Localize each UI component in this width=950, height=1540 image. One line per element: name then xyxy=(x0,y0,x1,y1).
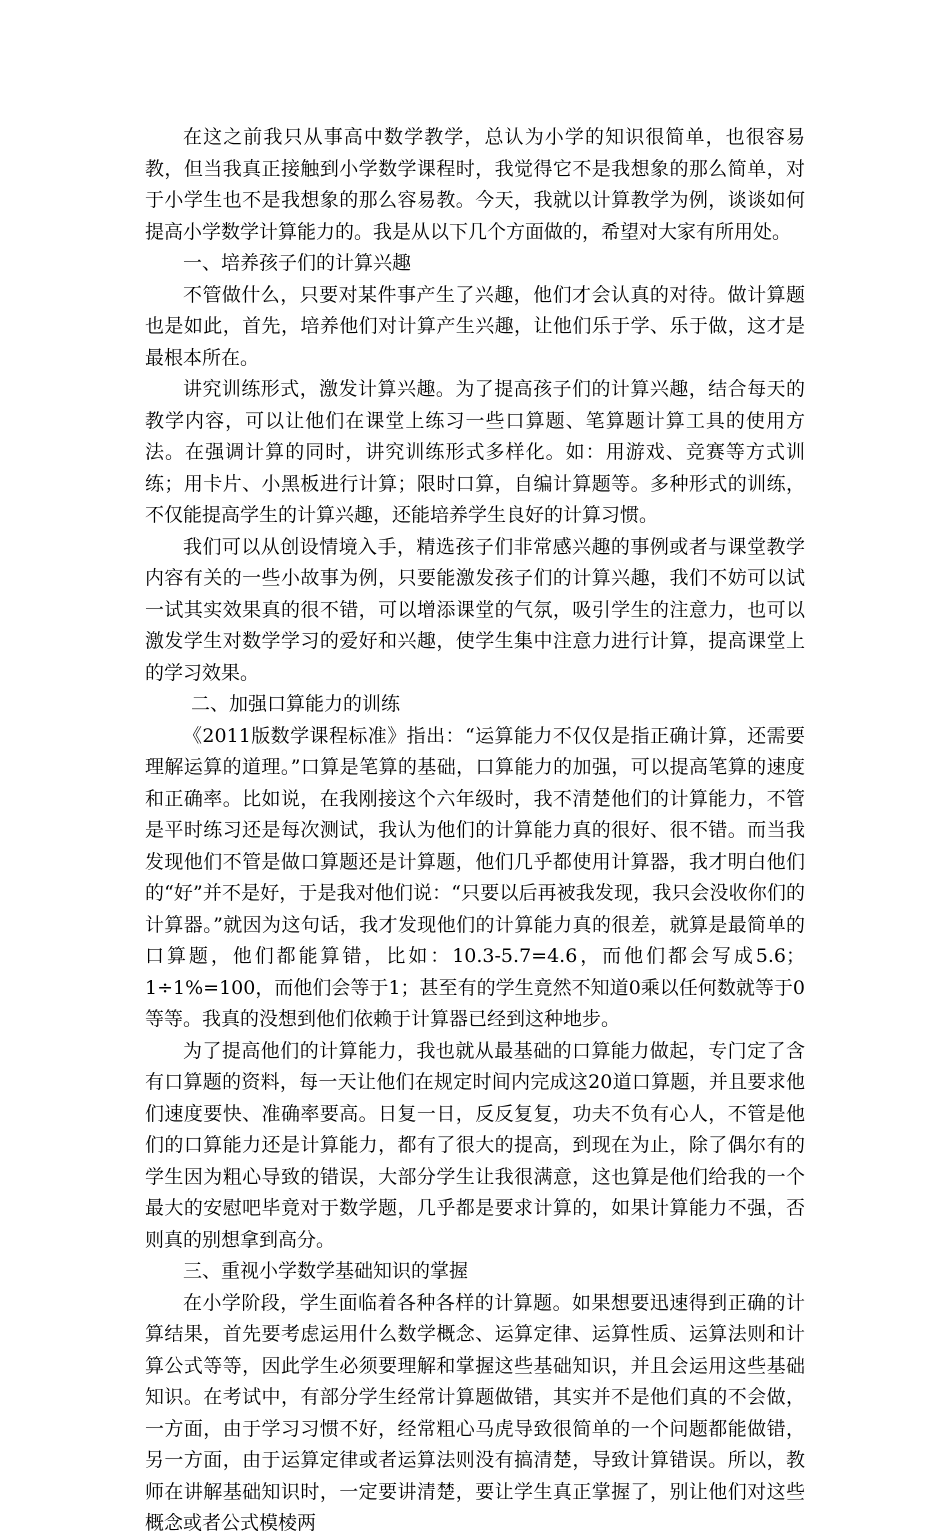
paragraph: 我们可以从创设情境入手，精选孩子们非常感兴趣的事例或者与课堂教学内容有关的一些小故事为例，只要能激发孩子们的计算兴趣，我们不妨可以试一试其实效果真的很不错，可以增添课堂的气氛，吸引学生的注意力，也可以激发学生对数学学习的爱好和兴趣，使学生集中注意力进行计算，提高课堂上的学习效果。 xyxy=(145,535,805,684)
paragraph: 讲究训练形式，激发计算兴趣。为了提高孩子们的计算兴趣，结合每天的教学内容，可以让他们在课堂上练习一些口算题、笔算题计算工具的使用方法。在强调计算的同时，讲究训练形式多样化。如：用游戏、竞赛等方式训练；用卡片、小黑板进行计算；限时口算，自编计算题等。多种形式的训练，不仅能提高学生的计算兴趣，还能培养学生良好的计算习惯。 xyxy=(145,378,805,526)
paragraph: 在小学阶段，学生面临着各种各样的计算题。如果想要迅速得到正确的计算结果，首先要考虑运用什么数学概念、运算定律、运算性质、运算法则和计算公式等等，因此学生必须要理解和掌握这些基础知识，并且会运用这些基础知识。在考试中，有部分学生经常计算题做错，其实并不是他们真的不会做，一方面，由于学习习惯不好，经常粗心马虎导致很简单的一个问题都能做错，另一方面，由于运算定律或者运算法则没有搞清楚，导致计算错误。所以，教师在讲解基础知识时，一定要讲清楚，要让学生真正掌握了，别让他们对这些概念或者公式模棱两 xyxy=(145,1291,805,1534)
document-page xyxy=(145,122,805,1540)
paragraph: 为了提高他们的计算能力，我也就从最基础的口算能力做起，专门定了含有口算题的资料，每一天让他们在规定时间内完成这20道口算题，并且要求他们速度要快、准确率要高。日复一日，反反复复，功夫不负有心人，不管是他们的口算能力还是计算能力，都有了很大的提高，到现在为止，除了偶尔有的学生因为粗心导致的错误，大部分学生让我很满意，这也算是他们给我的一个最大的安慰吧毕竟对于数学题，几乎都是要求计算的，如果计算能力不强，否则真的别想拿到高分。 xyxy=(145,1039,805,1251)
paragraph: 不管做什么，只要对某件事产生了兴趣，他们才会认真的对待。做计算题也是如此，首先，培养他们对计算产生兴趣，让他们乐于学、乐于做，这才是最根本所在。 xyxy=(145,283,805,369)
section-heading-2: 二、加强口算能力的训练 xyxy=(191,693,401,715)
section-heading-3: 三、重视小学数学基础知识的掌握 xyxy=(183,1260,469,1282)
section-heading-1: 一、培养孩子们的计算兴趣 xyxy=(183,252,412,274)
paragraph: 《2011版数学课程标准》指出：“运算能力不仅仅是指正确计算，还需要理解运算的道理。”口算是笔算的基础，口算能力的加强，可以提高笔算的速度和正确率。比如说，在我刚接这个六年级时，我不清楚他们的计算能力，不管是平时练习还是每次测试，我认为他们的计算能力真的很好、很不错。而当我发现他们不管是做口算题还是计算题，他们几乎都使用计算器，我才明白他们的“好”并不是好，于是我对他们说：“只要以后再被我发现，我只会没收你们的计算器。”就因为这句话，我才发现他们的计算能力真的很差，就算是最简单的口算题，他们都能算错，比如：10.3-5.7=4.6，而他们都会写成5.6；1÷1%=100，而他们会等于1；甚至有的学生竟然不知道0乘以任何数就等于0等等。我真的没想到他们依赖于计算器已经到这种地步。 xyxy=(145,724,805,1030)
paragraph-intro: 在这之前我只从事高中数学教学，总认为小学的知识很简单，也很容易教，但当我真正接触到小学数学课程时，我觉得它不是我想象的那么简单，对于小学生也不是我想象的那么容易教。今天，我就以计算教学为例，谈谈如何提高小学数学计算能力的。我是从以下几个方面做的，希望对大家有所用处。 xyxy=(145,126,805,243)
